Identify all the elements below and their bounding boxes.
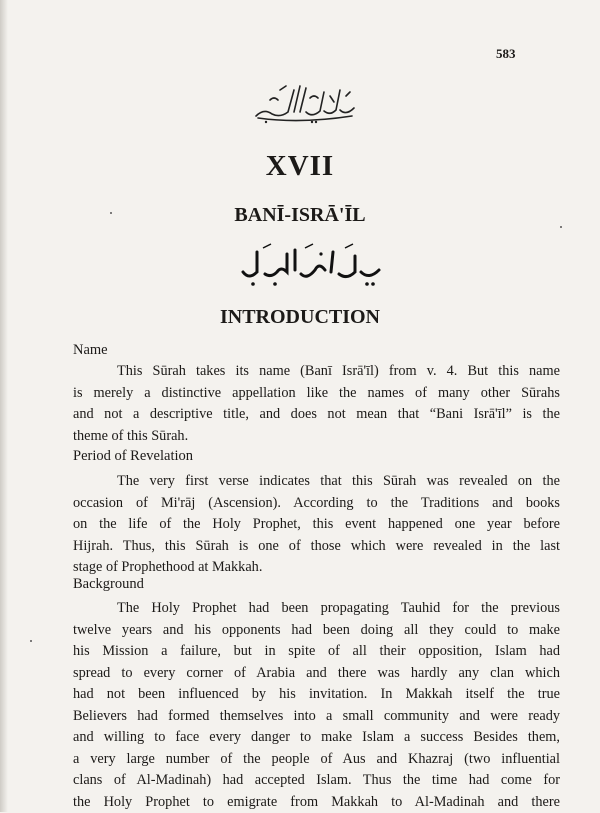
text-line: and willing to face every danger to make Islam a success Besides them, xyxy=(73,727,560,749)
text-line: is merely a distinctive appellation like the names of many other Sūrahs xyxy=(73,383,560,405)
section-heading-background: Background xyxy=(73,576,144,593)
introduction-heading: INTRODUCTION xyxy=(0,306,600,329)
page-edge-shadow xyxy=(0,0,8,812)
scan-speck xyxy=(110,212,112,214)
surah-title: BANĪ-ISRĀ'ĪL xyxy=(0,204,600,227)
text-line: his Mission a failure, but in spite of all their opposition, Islam had xyxy=(73,641,560,663)
text-line: the Holy Prophet to emigrate from Makkah to Al-Madinah and there xyxy=(73,792,560,813)
scan-speck xyxy=(30,640,32,642)
text-line: a very large number of the people of Aus and Khazraj (two influential xyxy=(73,749,560,771)
text-line: Believers had formed themselves into a small community and were ready xyxy=(73,706,560,728)
text-line: theme of this Sūrah. xyxy=(73,426,560,448)
text-line: occasion of Mi'rāj (Ascension). According to the Traditions and books xyxy=(73,493,560,515)
text-line: The very first verse indicates that this Sūrah was revealed on the xyxy=(73,471,560,493)
section-heading-period-of-revelation: Period of Revelation xyxy=(73,448,193,465)
text-line: stage of Prophethood at Makkah. xyxy=(73,557,560,579)
text-line: This Sūrah takes its name (Banī Isrā'īl) from v. 4. But this name xyxy=(73,361,560,383)
text-line: and not a descriptive title, and does not mean that “Bani Isrā'īl” is the xyxy=(73,404,560,426)
paragraph-name xyxy=(73,361,560,447)
text-line: Hijrah. Thus, this Sūrah is one of those which were revealed in the last xyxy=(73,536,560,558)
basmala-calligraphy xyxy=(250,78,360,126)
arabic-surah-title xyxy=(235,240,385,290)
text-line: on the life of the Holy Prophet, this event happened one year before xyxy=(73,514,560,536)
paragraph-background xyxy=(73,598,560,813)
text-line: had not been influenced by his invitation. In Makkah itself the true xyxy=(73,684,560,706)
section-heading-name: Name xyxy=(73,342,108,359)
chapter-number: XVII xyxy=(0,150,600,183)
text-line: clans of Al-Madinah) had accepted Islam. Thus the time had come for xyxy=(73,770,560,792)
scan-speck xyxy=(560,226,562,228)
text-line: spread to every corner of Arabia and there was hardly any clan which xyxy=(73,663,560,685)
text-line: twelve years and his opponents had been doing all they could to make xyxy=(73,620,560,642)
page-number: 583 xyxy=(496,46,516,62)
text-line: The Holy Prophet had been propagating Tauhid for the previous xyxy=(73,598,560,620)
paragraph-period-of-revelation xyxy=(73,471,560,579)
